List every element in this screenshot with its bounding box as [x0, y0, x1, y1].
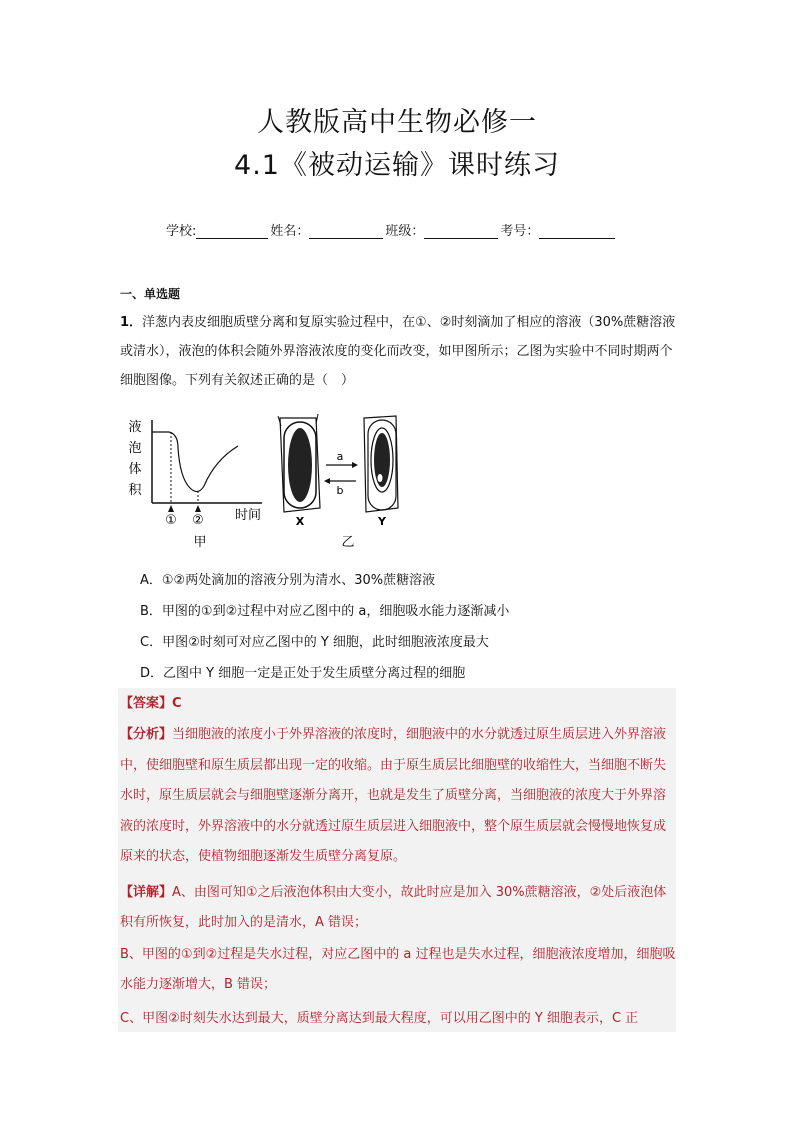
title-line-2: 4.1《被动运输》课时练习 [234, 150, 560, 181]
arrow-mark-1 [168, 505, 174, 512]
answer-line [120, 689, 678, 719]
class-label: 班级： [385, 224, 425, 239]
y-label-3: 体 [128, 462, 142, 477]
answer-value: C [172, 696, 182, 711]
arrow-mark-2 [195, 505, 201, 512]
question-text [120, 308, 680, 395]
detail-a: A、由图可知①之后液泡体积由大变小，故此时应是加入 30%蔗糖溶液，②处后液泡体积有所恢复，此时加入的是清水，A 错误； [120, 885, 667, 930]
mark-2: ② [192, 513, 204, 528]
mark-1: ① [165, 513, 177, 528]
option-c[interactable]: C．甲图②时刻可对应乙图中的 Y 细胞，此时细胞液浓度最大 [140, 635, 489, 650]
section-title: 一、单选题 [120, 287, 181, 301]
y-label-2: 泡 [128, 441, 142, 456]
y-label-1: 液 [128, 420, 142, 435]
options-list [140, 565, 509, 689]
y-label-4: 积 [128, 483, 142, 498]
number-label: 考号： [500, 224, 540, 239]
question-number: 1． [120, 315, 143, 330]
detail-c-paragraph [120, 1004, 678, 1034]
detail-b: B、甲图的①到②过程是失水过程，对应乙图中的 a 过程也是失水过程，细胞液浓度增加，细胞吸水能力逐渐增大，B 错误； [120, 947, 676, 992]
right-caption: 乙 [341, 535, 355, 550]
arrow-b-label: b [336, 484, 344, 497]
detail-paragraph [120, 878, 678, 938]
volume-curve [152, 432, 238, 492]
arrow-a-label: a [336, 450, 344, 463]
analysis-paragraph [120, 720, 678, 873]
analysis-text: 当细胞液的浓度小于外界溶液的浓度时，细胞液中的水分就透过原生质层进入外界溶液中，使细胞壁和原生质层都出现一定的收缩。由于原生质层比细胞壁的收缩性大，当细胞不断失水时，原生质层就会与细胞壁逐渐分离开，也就是发生了质壁分离，当细胞液的浓度大于外界溶液的浓度时，外界溶液中的水分就透过原生质层进入细胞液中，整个原生质层就会慢慢地恢复成原来的状态，使植物细胞逐渐发生质壁分离复原。 [120, 727, 667, 864]
option-d[interactable]: D．乙图中 Y 细胞一定是正处于发生质壁分离过程的细胞 [140, 666, 466, 681]
name-blank[interactable] [309, 223, 383, 239]
left-caption: 甲 [193, 535, 207, 550]
detail-c: C、甲图②时刻失水达到最大，质壁分离达到最大程度，可以用乙图中的 Y 细胞表示，C 正 [120, 1011, 639, 1026]
detail-b-paragraph [120, 940, 678, 1000]
cell-x [278, 414, 320, 512]
x-label: 时间 [234, 508, 262, 523]
option-a[interactable]: A．①②两处滴加的溶液分别为清水、30%蔗糖溶液 [140, 573, 436, 588]
school-blank[interactable] [196, 223, 268, 239]
class-blank[interactable] [424, 223, 498, 239]
answer-tag: 【答案】 [120, 696, 173, 711]
school-label: 学校: [166, 224, 197, 239]
cell-y-label: Y [378, 515, 386, 528]
title-line-1: 人教版高中生物必修一 [257, 107, 537, 138]
cell-x-label: X [295, 515, 305, 528]
question-body: 洋葱内表皮细胞质壁分离和复原实验过程中，在①、②时刻滴加了相应的溶液（30%蔗糖溶液或清水），液泡的体积会随外界溶液浓度的变化而改变，如甲图所示；乙图为实验中不同时期两个细胞图像。下列有关叙述正确的是（ ） [120, 315, 676, 388]
cell-y [364, 416, 398, 512]
figure [120, 408, 440, 553]
student-info-row [166, 220, 617, 239]
analysis-tag: 【分析】 [120, 727, 173, 742]
name-label: 姓名： [270, 224, 310, 239]
number-blank[interactable] [539, 223, 615, 239]
option-b[interactable]: B．甲图的①到②过程中对应乙图中的 a，细胞吸水能力逐渐减小 [140, 604, 510, 619]
detail-tag: 【详解】 [120, 885, 173, 900]
